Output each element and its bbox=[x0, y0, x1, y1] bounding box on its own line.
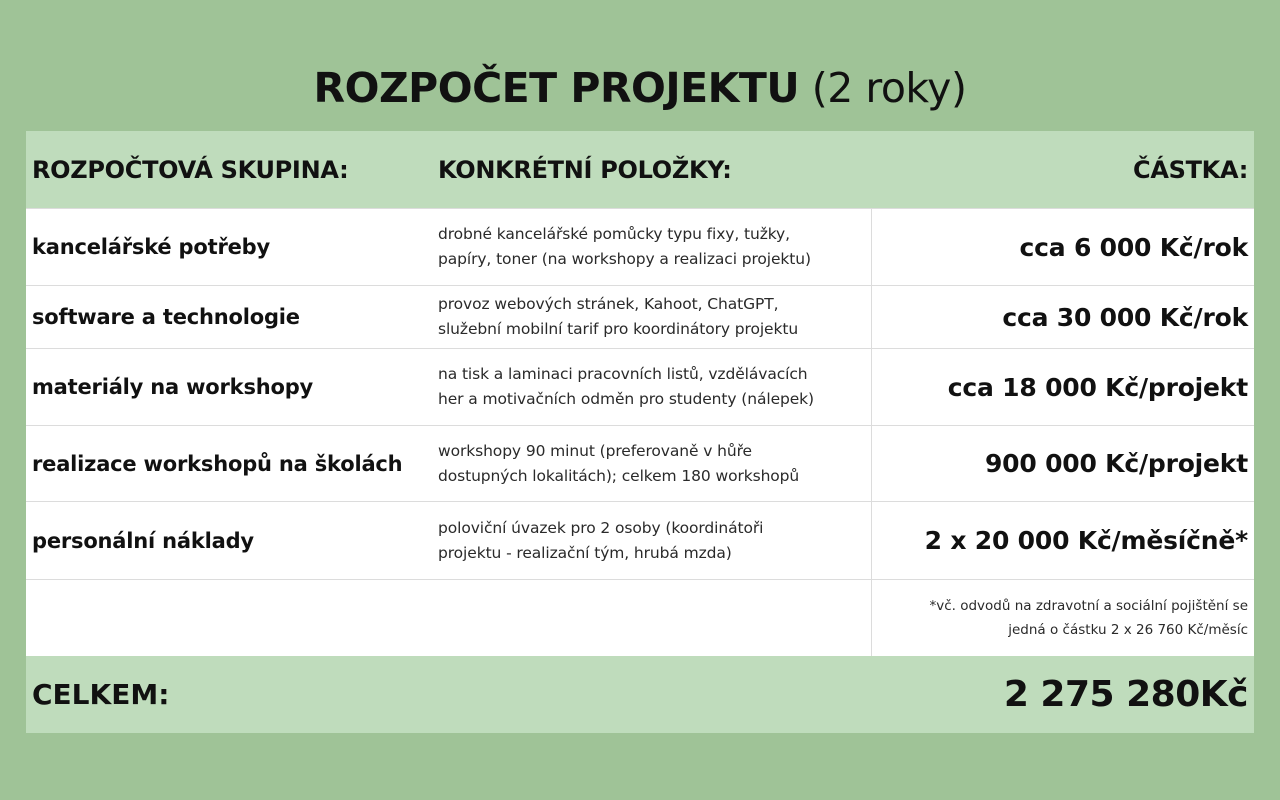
table-header-row bbox=[26, 131, 1254, 208]
table-total-row bbox=[26, 656, 1254, 733]
header-group: ROZPOČTOVÁ SKUPINA: bbox=[32, 155, 349, 184]
row-amount: cca 18 000 Kč/projekt bbox=[871, 349, 1254, 425]
row-items-line2: her a motivačních odměn pro studenty (nálepek) bbox=[438, 390, 814, 408]
row-amount: cca 6 000 Kč/rok bbox=[871, 209, 1254, 285]
row-items-line1: workshopy 90 minut (preferovaně v hůře bbox=[438, 441, 752, 460]
row-group-label: realizace workshopů na školách bbox=[32, 451, 403, 476]
row-items bbox=[438, 502, 878, 579]
row-items bbox=[438, 349, 878, 425]
note-empty-cell bbox=[32, 580, 432, 656]
total-value: 2 275 280Kč bbox=[1003, 674, 1248, 715]
row-group-label: personální náklady bbox=[32, 528, 254, 553]
row-items-line2: služební mobilní tarif pro koordinátory projektu bbox=[438, 320, 799, 338]
header-amount: ČÁSTKA: bbox=[1133, 155, 1248, 184]
title-main: ROZPOČET PROJEKTU bbox=[313, 64, 800, 112]
footnote-line2: jedná o částku 2 x 26 760 Kč/měsíc bbox=[1008, 622, 1248, 638]
row-items-line2: papíry, toner (na workshopy a realizaci projektu) bbox=[438, 250, 811, 268]
header-items: KONKRÉTNÍ POLOŽKY: bbox=[438, 155, 732, 184]
row-amount: 2 x 20 000 Kč/měsíčně* bbox=[871, 502, 1254, 579]
footnote bbox=[871, 580, 1254, 656]
table-row bbox=[26, 208, 1254, 285]
row-items-line1: drobné kancelářské pomůcky typu fixy, tužky, bbox=[438, 225, 790, 243]
table-row bbox=[26, 348, 1254, 425]
row-items-line1: na tisk a laminaci pracovních listů, vzdělávacích bbox=[438, 365, 808, 383]
row-items-line1: provoz webových stránek, Kahoot, ChatGPT, bbox=[438, 295, 779, 313]
title-subtitle: (2 roky) bbox=[811, 64, 967, 112]
page-title bbox=[0, 58, 1280, 118]
row-items-line2: dostupných lokalitách); celkem 180 workshopů bbox=[438, 466, 800, 485]
row-items bbox=[438, 426, 878, 501]
table-row bbox=[26, 285, 1254, 348]
total-label: CELKEM: bbox=[32, 678, 170, 711]
table-note-row bbox=[26, 579, 1254, 656]
footnote-line1: *vč. odvodů na zdravotní a sociální pojištění se bbox=[929, 598, 1248, 614]
row-items-line2: projektu - realizační tým, hrubá mzda) bbox=[438, 543, 732, 562]
row-items bbox=[438, 286, 878, 348]
row-group-label: kancelářské potřeby bbox=[32, 235, 270, 259]
budget-table bbox=[26, 131, 1254, 733]
row-items bbox=[438, 209, 878, 285]
row-items-line1: poloviční úvazek pro 2 osoby (koordinátoři bbox=[438, 518, 764, 537]
table-row bbox=[26, 501, 1254, 579]
table-row bbox=[26, 425, 1254, 501]
note-empty-cell bbox=[438, 580, 878, 656]
row-group-label: materiály na workshopy bbox=[32, 375, 314, 399]
row-group-label: software a technologie bbox=[32, 305, 300, 329]
row-amount: 900 000 Kč/projekt bbox=[871, 426, 1254, 501]
row-amount: cca 30 000 Kč/rok bbox=[871, 286, 1254, 348]
